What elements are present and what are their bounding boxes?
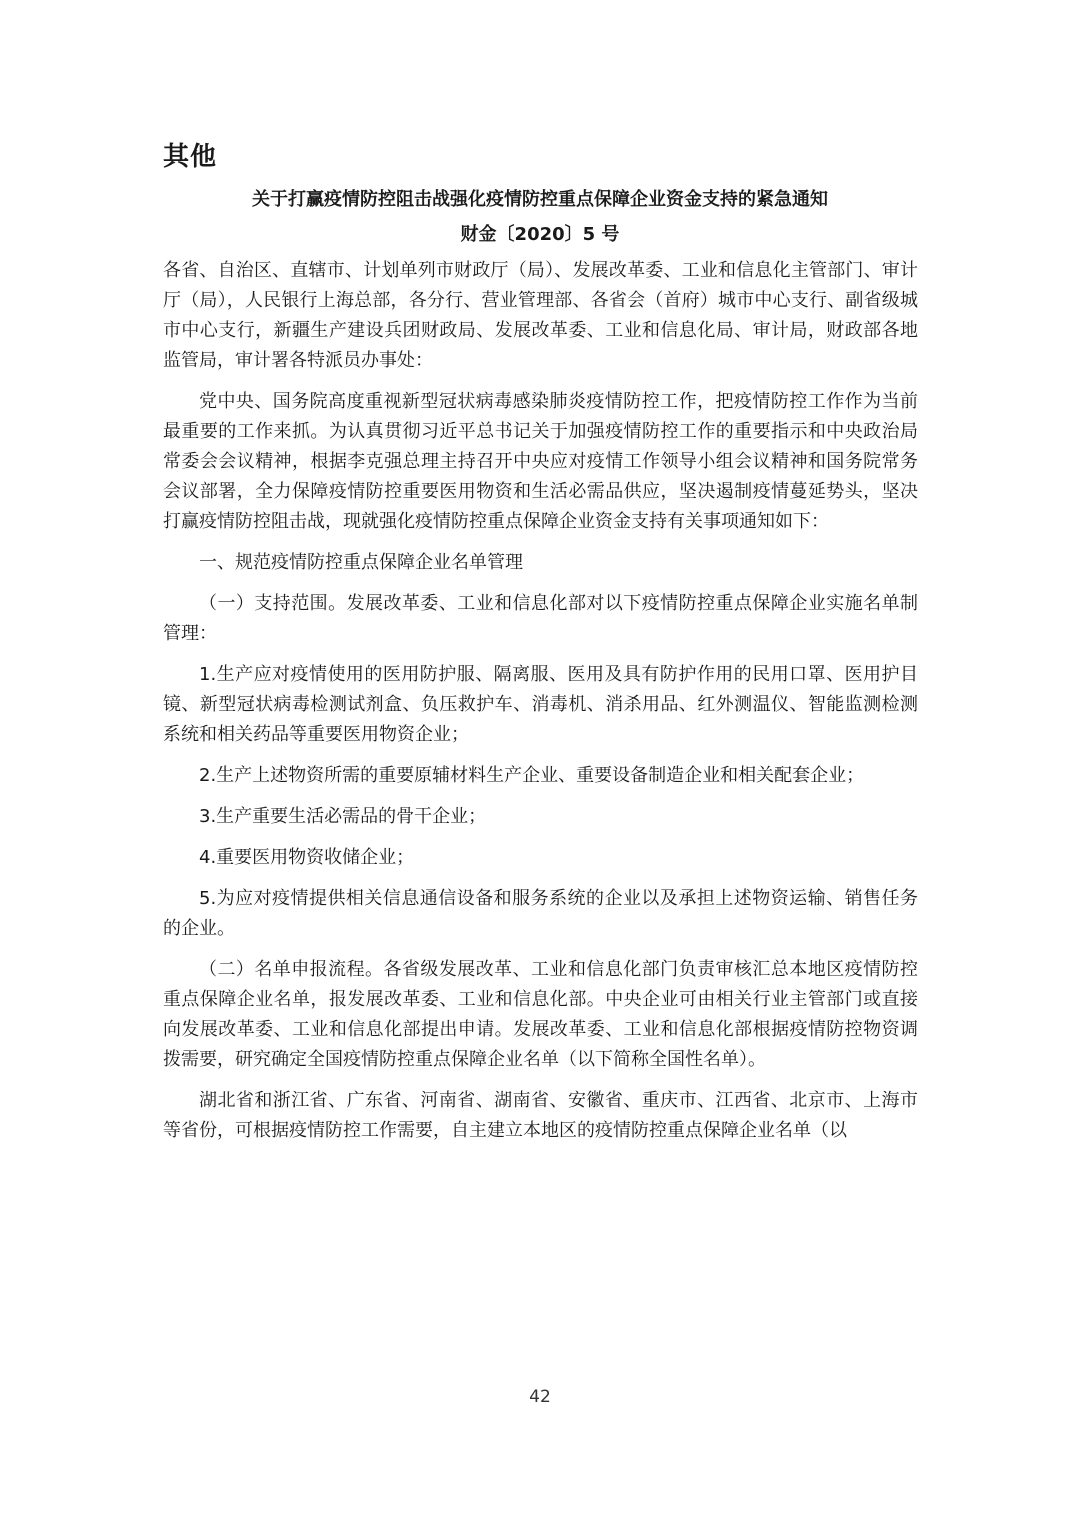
document-number: 财金〔2020〕5 号 (460, 224, 620, 245)
section-heading: 其他 (163, 142, 218, 172)
section-heading-1: 一、规范疫情防控重点保障企业名单管理 (199, 552, 523, 573)
body-paragraph: 党中央、国务院高度重视新型冠状病毒感染肺炎疫情防控工作，把疫情防控工作作为当前最重要的工作来抓。为认真贯彻习近平总书记关于加强疫情防控工作的重要指示和中央政治局常委会会议精神，根据李克强总理主持召开中央应对疫情工作领导小组会议精神和国务院常务会议部署，全力保障疫情防控重要医用物资和生活必需品供应，坚决遏制疫情蔓延势头，坚决打赢疫情防控阻击战，现就强化疫情防控重点保障企业资金支持有关事项通知如下： (163, 391, 918, 532)
body-paragraph: 湖北省和浙江省、广东省、河南省、湖南省、安徽省、重庆市、江西省、北京市、上海市等省份，可根据疫情防控工作需要，自主建立本地区的疫情防控重点保障企业名单（以 (163, 1090, 918, 1141)
subsection-paragraph: （二）名单申报流程。各省级发展改革、工业和信息化部门负责审核汇总本地区疫情防控重点保障企业名单，报发展改革委、工业和信息化部。中央企业可由相关行业主管部门或直接向发展改革委、工业和信息化部提出申请。发展改革委、工业和信息化部根据疫情防控物资调拨需要，研究确定全国疫情防控重点保障企业名单（以下简称全国性名单）。 (163, 959, 918, 1070)
addressee-paragraph: 各省、自治区、直辖市、计划单列市财政厅（局）、发展改革委、工业和信息化主管部门、审计厅（局），人民银行上海总部，各分行、营业管理部、各省会（首府）城市中心支行、副省级城市中心支行，新疆生产建设兵团财政局、发展改革委、工业和信息化局、审计局，财政部各地监管局，审计署各特派员办事处： (163, 260, 918, 371)
subsection-paragraph: （一）支持范围。发展改革委、工业和信息化部对以下疫情防控重点保障企业实施名单制管理： (163, 593, 918, 644)
list-item: 4.重要医用物资收储企业； (199, 847, 415, 868)
list-item: 3.生产重要生活必需品的骨干企业； (199, 806, 487, 827)
list-item: 1.生产应对疫情使用的医用防护服、隔离服、医用及具有防护作用的民用口罩、医用护目镜、新型冠状病毒检测试剂盒、负压救护车、消毒机、消杀用品、红外测温仪、智能监测检测系统和相关药品等重要医用物资企业； (163, 664, 918, 745)
page-number: 42 (529, 1387, 551, 1407)
list-item: 2.生产上述物资所需的重要原辅材料生产企业、重要设备制造企业和相关配套企业； (199, 765, 865, 786)
document-body (163, 256, 918, 1157)
document-title: 关于打赢疫情防控阻击战强化疫情防控重点保障企业资金支持的紧急通知 (252, 189, 828, 210)
list-item: 5.为应对疫情提供相关信息通信设备和服务系统的企业以及承担上述物资运输、销售任务的企业。 (163, 888, 918, 939)
